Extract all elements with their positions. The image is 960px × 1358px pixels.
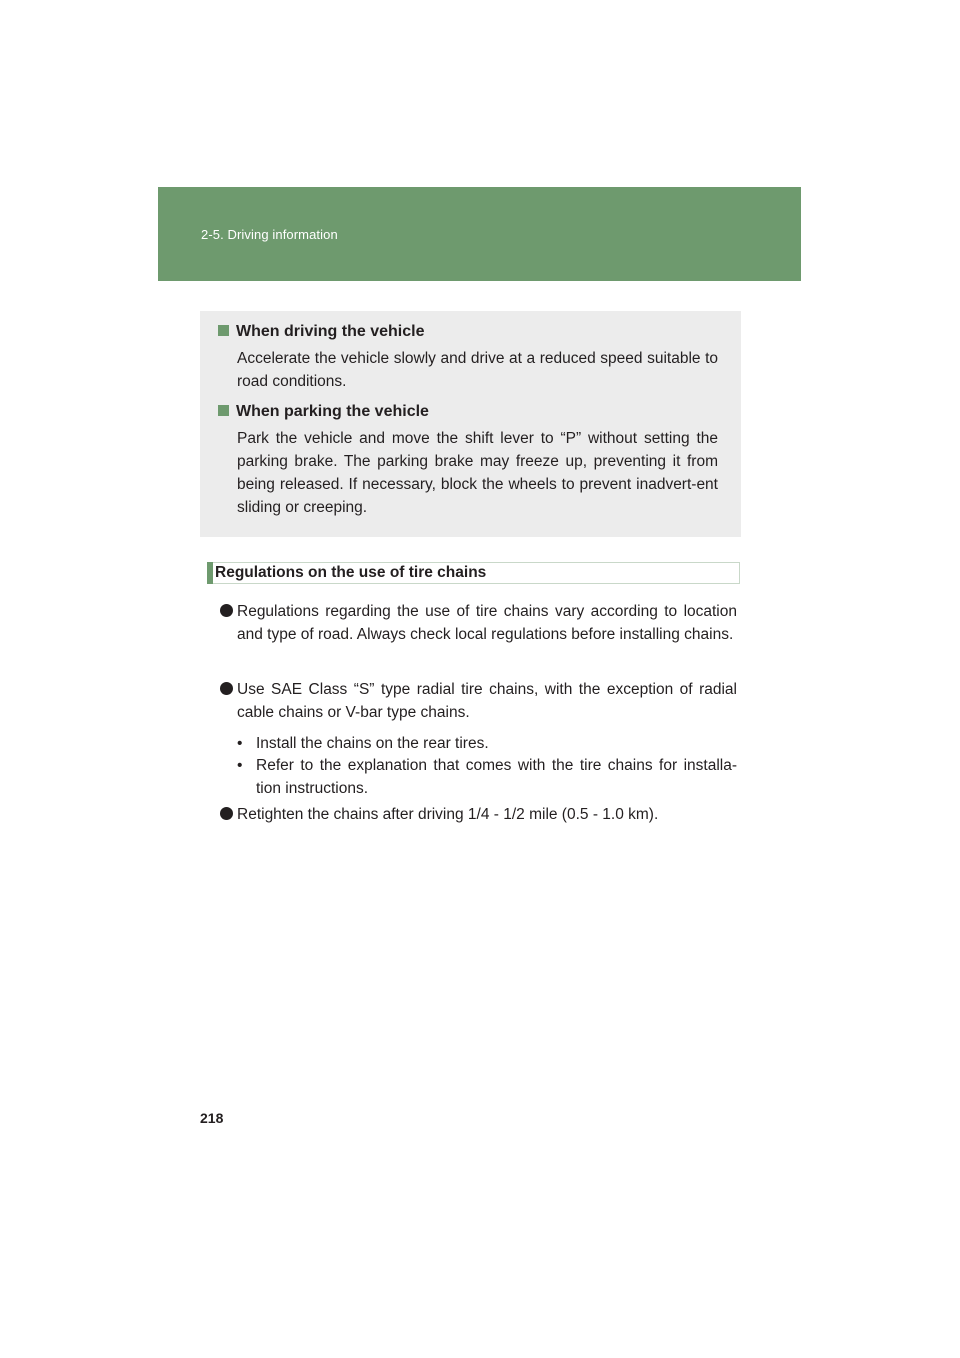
sub-item-text: Refer to the explanation that comes with the tire chains for installa-tion instructions. bbox=[256, 757, 737, 797]
square-bullet-icon bbox=[218, 325, 229, 336]
bullet-dot-icon bbox=[220, 807, 233, 820]
note-body-driving: Accelerate the vehicle slowly and drive at a reduced speed suitable to road conditions. bbox=[237, 350, 718, 390]
bullet-text: Retighten the chains after driving 1/4 - 1/2 mile (0.5 - 1.0 km). bbox=[237, 806, 659, 823]
chapter-header-band bbox=[158, 187, 801, 281]
note-body-parking: Park the vehicle and move the shift lever to “P” without setting the parking brake. The parking brake may freeze up, preventing it from being released. If necessary, block the wheels to prevent inadvert-ent sliding or creeping. bbox=[237, 430, 718, 516]
section-heading bbox=[207, 562, 740, 584]
note-heading-parking: When parking the vehicle bbox=[218, 403, 429, 421]
bullet-dot-icon bbox=[220, 604, 233, 617]
note-heading-driving: When driving the vehicle bbox=[218, 323, 424, 341]
sub-item-text: Install the chains on the rear tires. bbox=[256, 735, 489, 752]
square-bullet-icon bbox=[218, 405, 229, 416]
section-label: 2-5. Driving information bbox=[201, 227, 338, 242]
note-box bbox=[200, 311, 741, 537]
section-title: Regulations on the use of tire chains bbox=[215, 564, 487, 581]
bullet-text: Regulations regarding the use of tire chains vary according to location and type of road. Always check local regulations before installing chains. bbox=[237, 603, 737, 643]
bullet-dot-icon bbox=[220, 682, 233, 695]
bullet-text: Use SAE Class “S” type radial tire chains, with the exception of radial cable chains or V-bar type chains. bbox=[237, 681, 737, 721]
heading-accent-bar bbox=[207, 562, 213, 584]
sub-bullet-mark: • bbox=[237, 757, 243, 774]
sub-bullet-mark: • bbox=[237, 735, 243, 752]
page-number: 218 bbox=[200, 1110, 224, 1126]
